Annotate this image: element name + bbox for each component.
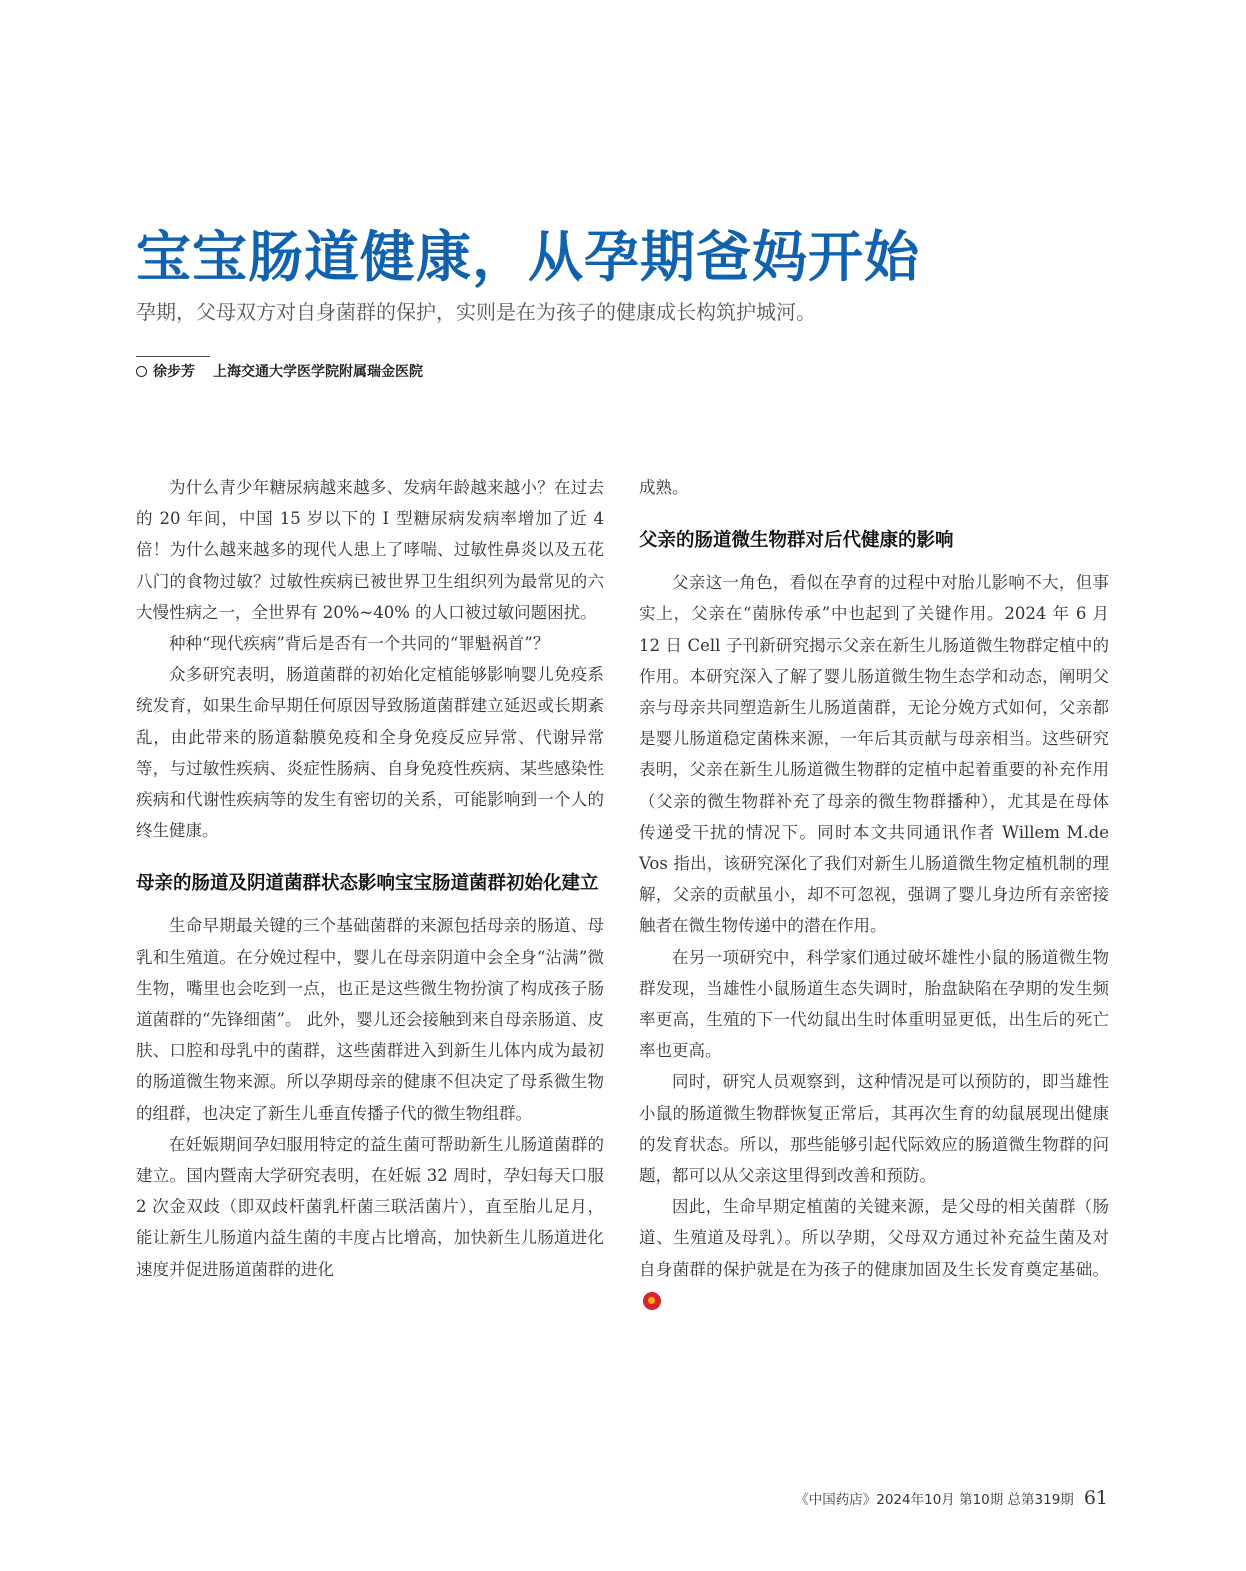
paragraph: 在另一项研究中，科学家们通过破坏雄性小鼠的肠道微生物群发现，当雄性小鼠肠道生态失调时，胎盘缺陷在孕期的发生频率更高，生殖的下一代幼鼠出生时体重明显更低，出生后的死亡率也更高。 — [639, 947, 1109, 1061]
author-affiliation: 上海交通大学医学院附属瑞金医院 — [213, 364, 423, 380]
left-column — [136, 472, 604, 1285]
paragraph: 众多研究表明，肠道菌群的初始化定植能够影响婴儿免疫系统发育，如果生命早期任何原因导致肠道菌群建立延迟或长期紊乱，由此带来的肠道黏膜免疫和全身免疫反应异常、代谢异常等，与过敏性疾病、炎症性肠病、自身免疫性疾病、某些感染性疾病和代谢性疾病等的发生有密切的关系，可能影响到一个人的终生健康。 — [136, 665, 604, 841]
paragraph-final — [639, 1191, 1109, 1316]
author-divider — [136, 356, 210, 357]
author-name: 徐步芳 — [153, 364, 195, 380]
paragraph: 同时，研究人员观察到，这种情况是可以预防的，即当雄性小鼠的肠道微生物群恢复正常后，其再次生育的幼鼠展现出健康的发育状态。所以，那些能够引起代际效应的肠道微生物群的问题，都可以从父亲这里得到改善和预防。 — [639, 1072, 1109, 1186]
circle-icon — [136, 366, 147, 377]
paragraph: 父亲这一角色，看似在孕育的过程中对胎儿影响不大，但事实上，父亲在“菌脉传承”中也起到了关键作用。2024 年 6 月 12 日 Cell 子刊新研究揭示父亲在新生儿肠道微生物群定植中的作用。本研究深入了解了婴儿肠道微生物生态学和动态，阐明父亲与母亲共同塑造新生儿肠道菌群，无论分娩方式如何，父亲都是婴儿肠道稳定菌株来源，一年后其贡献与母亲相当。这些研究表明，父亲在新生儿肠道微生物群的定植中起着重要的补充作用（父亲的微生物群补充了母亲的微生物群播种），尤其是在母体传递受干扰的情况下。同时本文共同通讯作者 Willem M.de Vos 指出，该研究深化了我们对新生儿肠道微生物定植机制的理解，父亲的贡献虽小，却不可忽视，强调了婴儿身边所有亲密接触者在微生物传递中的潜在作用。 — [639, 573, 1109, 936]
journal-end-mark-icon — [643, 1292, 661, 1310]
page-footer — [740, 1484, 1108, 1512]
paragraph-continuation: 成熟。 — [639, 478, 689, 497]
paragraph: 生命早期最关键的三个基础菌群的来源包括母亲的肠道、母乳和生殖道。在分娩过程中，婴儿在母亲阴道中会全身“沾满”微生物，嘴里也会吃到一点，也正是这些微生物扮演了构成孩子肠道菌群的“先锋细菌”。 此外，婴儿还会接触到来自母亲肠道、皮肤、口腔和母乳中的菌群，这些菌群进入到新生儿体内成为最初的肠道微生物来源。所以孕期母亲的健康不但决定了母系微生物的组群，也决定了新生儿垂直传播子代的微生物组群。 — [136, 916, 604, 1123]
section-heading-mother: 母亲的肠道及阴道菌群状态影响宝宝肠道菌群初始化建立 — [136, 873, 599, 895]
paragraph: 种种“现代疾病”背后是否有一个共同的“罪魁祸首”？ — [169, 634, 550, 654]
journal-citation: 《中国药店》2024年10月 第10期 总第319期 — [795, 1492, 1074, 1508]
article-subtitle: 孕期，父母双方对自身菌群的保护，实则是在为孩子的健康成长构筑护城河。 — [136, 300, 816, 324]
final-paragraph-text: 因此，生命早期定植菌的关键来源，是父母的相关菌群（肠道、生殖道及母乳）。所以孕期，父母双方通过补充益生菌及对自身菌群的保护就是在为孩子的健康加固及生长发育奠定基础。 — [639, 1197, 1109, 1279]
page-number: 61 — [1083, 1487, 1108, 1509]
paragraph: 在妊娠期间孕妇服用特定的益生菌可帮助新生儿肠道菌群的建立。国内暨南大学研究表明，在妊娠 32 周时，孕妇每天口服 2 次金双歧（即双歧杆菌乳杆菌三联活菌片），直至胎儿足月，能让新生儿肠道内益生菌的丰度占比增高，加快新生儿肠道进化速度并促进肠道菌群的进化 — [136, 1134, 604, 1279]
section-heading-father: 父亲的肠道微生物群对后代健康的影响 — [639, 530, 954, 552]
right-column — [639, 472, 1109, 1316]
paragraph: 为什么青少年糖尿病越来越多、发病年龄越来越小？在过去的 20 年间，中国 15 岁以下的 Ⅰ 型糖尿病发病率增加了近 4 倍！为什么越来越多的现代人患上了哮喘、过敏性鼻炎以及五花八门的食物过敏？过敏性疾病已被世界卫生组织列为最常见的六大慢性病之一，全世界有 20%~40% 的人口被过敏问题困扰。 — [136, 478, 604, 622]
byline — [136, 360, 423, 384]
article-title: 宝宝肠道健康，从孕期爸妈开始 — [136, 225, 921, 289]
